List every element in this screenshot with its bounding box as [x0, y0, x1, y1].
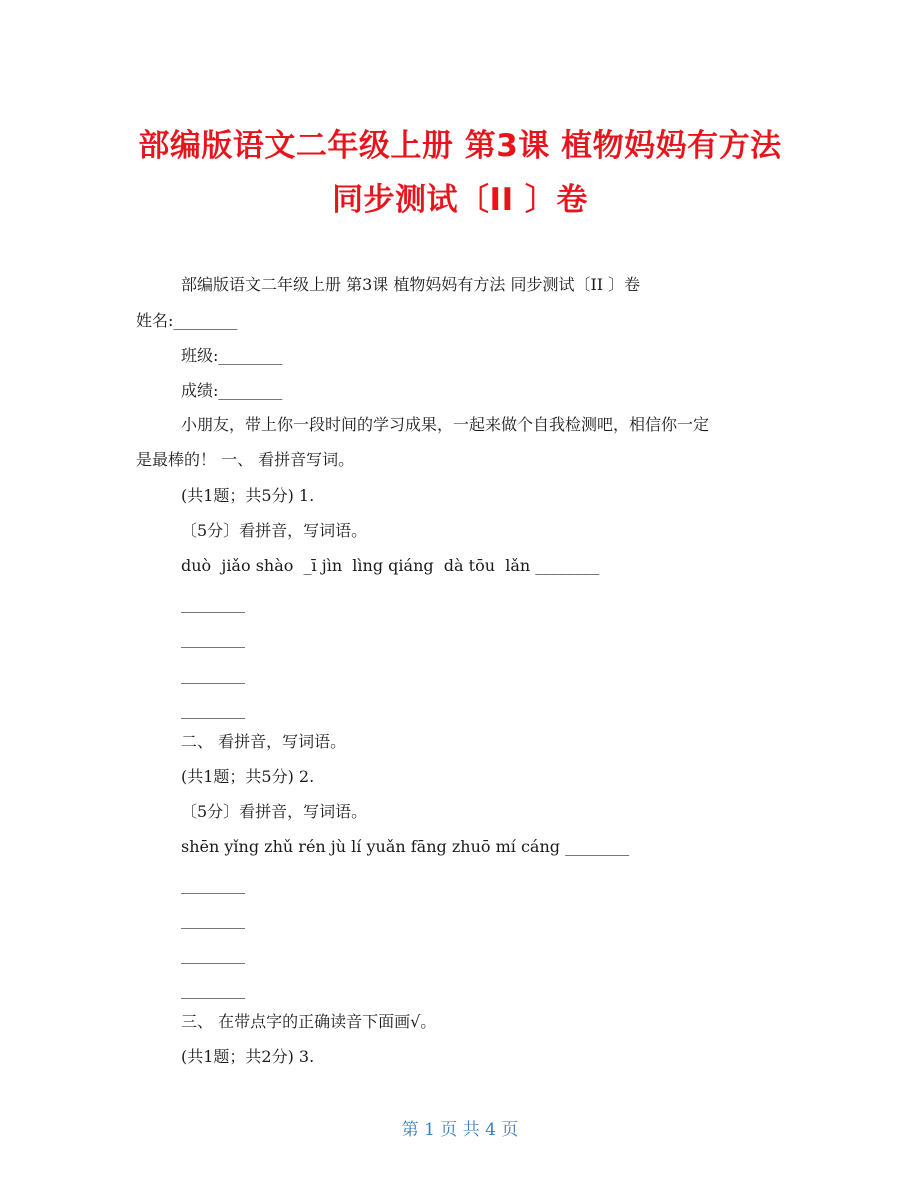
- answer-blank: ________: [181, 629, 245, 648]
- section3-meta: (共1题；共2分) 3.: [181, 1047, 315, 1066]
- section2-heading: 二、 看拼音，写词语。: [181, 732, 347, 751]
- answer-blank: ________: [181, 910, 245, 929]
- answer-blank: ________: [181, 665, 245, 684]
- section1-meta: (共1题；共5分) 1.: [181, 486, 315, 505]
- section3-heading: 三、 在带点字的正确读音下面画√。: [181, 1012, 437, 1031]
- class-field: 班级:________: [181, 346, 283, 365]
- answer-blank: ________: [181, 945, 245, 964]
- section2-pinyin: shēn yǐng zhǔ rén jù lí yuǎn fāng zhuō mí cáng ________: [181, 837, 630, 856]
- answer-blank: ________: [181, 700, 245, 719]
- intro-line-1: 小朋友，带上你一段时间的学习成果，一起来做个自我检测吧，相信你一定: [181, 415, 710, 434]
- answer-blank: ________: [181, 980, 245, 999]
- page-number-footer: 第 1 页 共 4 页: [401, 1120, 519, 1140]
- document-title-line-2: 同步测试〔II 〕卷: [332, 182, 588, 218]
- answer-blank: ________: [181, 594, 245, 613]
- score-field: 成绩:________: [181, 381, 283, 400]
- answer-blank: ________: [181, 875, 245, 894]
- name-field: 姓名:________: [136, 311, 238, 330]
- document-subtitle: 部编版语文二年级上册 第3课 植物妈妈有方法 同步测试〔II 〕卷: [181, 275, 641, 294]
- document-title-line-1: 部编版语文二年级上册 第3课 植物妈妈有方法: [138, 128, 782, 164]
- section1-pinyin: duò jiǎo shào _ī jìn lìng qiáng dà tōu lǎn ________: [181, 556, 600, 575]
- section2-question: 〔5分〕看拼音，写词语。: [181, 802, 368, 821]
- section2-meta: (共1题；共5分) 2.: [181, 767, 315, 786]
- section1-question: 〔5分〕看拼音，写词语。: [181, 521, 368, 540]
- intro-line-2: 是最棒的！ 一、 看拼音写词。: [136, 450, 355, 469]
